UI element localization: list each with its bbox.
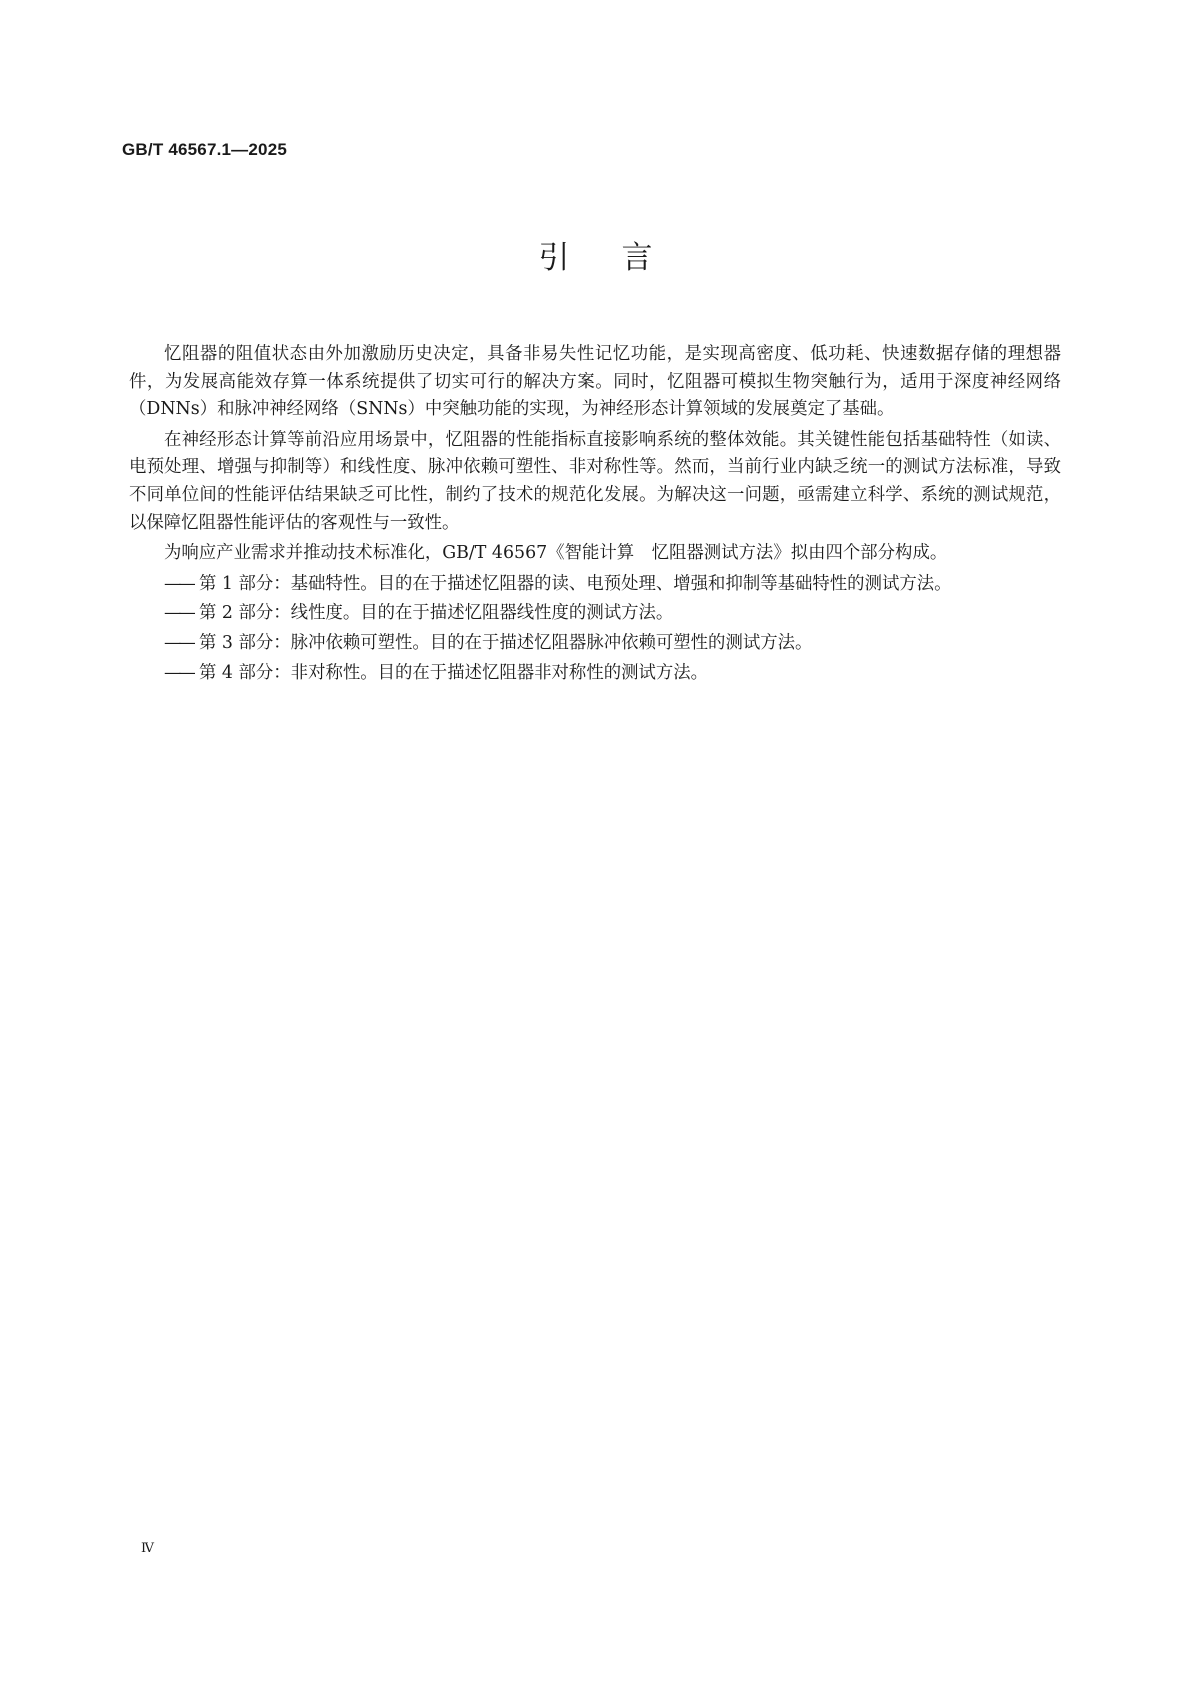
- list-item-part-3: [129, 630, 1061, 658]
- list-item-text: 第 4 部分：非对称性。目的在于描述忆阻器非对称性的测试方法。: [199, 662, 709, 683]
- list-item-part-1: [129, 571, 1061, 599]
- paragraph-testing-need: 在神经形态计算等前沿应用场景中，忆阻器的性能指标直接影响系统的整体效能。其关键性能包括基础特性（如读、电预处理、增强与抑制等）和线性度、脉冲依赖可塑性、非对称性等。然而，当前行业内缺乏统一的测试方法标准，导致不同单位间的性能评估结果缺乏可比性，制约了技术的规范化发展。为解决这一问题，亟需建立科学、系统的测试规范，以保障忆阻器性能评估的客观性与一致性。: [129, 429, 1061, 533]
- paragraph-memristor-overview: 忆阻器的阻值状态由外加激励历史决定，具备非易失性记忆功能，是实现高密度、低功耗、快速数据存储的理想器件，为发展高能效存算一体系统提供了切实可行的解决方案。同时，忆阻器可模拟生物突触行为，适用于深度神经网络（DNNs）和脉冲神经网络（SNNs）中突触功能的实现，为神经形态计算领域的发展奠定了基础。: [129, 344, 1061, 420]
- list-item-text: 第 3 部分：脉冲依赖可塑性。目的在于描述忆阻器脉冲依赖可塑性的测试方法。: [199, 632, 813, 653]
- list-item-part-2: [129, 600, 1061, 628]
- paragraph-standard-structure: 为响应产业需求并推动技术标准化，GB/T 46567《智能计算 忆阻器测试方法》拟由四个部分构成。: [164, 543, 948, 564]
- dash-marker: ——: [164, 573, 193, 594]
- dash-marker: ——: [164, 662, 193, 683]
- dash-marker: ——: [164, 603, 193, 624]
- list-item-text: 第 1 部分：基础特性。目的在于描述忆阻器的读、电预处理、增强和抑制等基础特性的测试方法。: [199, 573, 952, 594]
- dash-marker: ——: [164, 632, 193, 653]
- list-item-part-4: [129, 660, 1061, 688]
- standard-code-header: GB/T 46567.1—2025: [122, 140, 287, 159]
- section-title: 引言: [538, 240, 705, 276]
- page-number: Ⅳ: [141, 1541, 154, 1556]
- introduction-body: [129, 341, 1061, 689]
- list-item-text: 第 2 部分：线性度。目的在于描述忆阻器线性度的测试方法。: [199, 603, 674, 624]
- parts-list: [129, 571, 1061, 687]
